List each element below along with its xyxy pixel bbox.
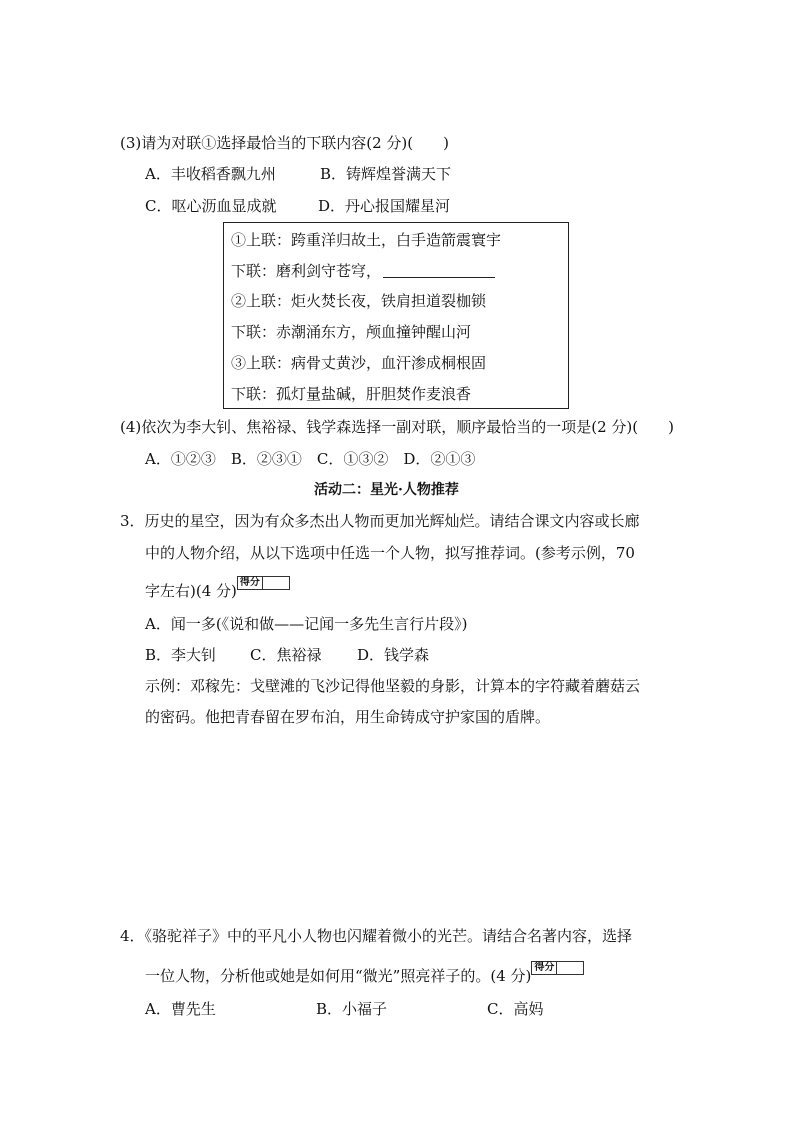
q4-line-2 bbox=[145, 961, 584, 986]
couplet-line-2 bbox=[231, 261, 495, 281]
q3-option-a: A．闻一多(《说和做——记闻一多先生言行片段》) bbox=[145, 615, 468, 633]
q3-part4-stem: (4)依次为李大钊、焦裕禄、钱学森选择一副对联，顺序最恰当的一项是(2 分)( ) bbox=[120, 418, 674, 436]
q3-score-cell bbox=[263, 577, 289, 589]
q3-option-b: B．李大钊 bbox=[145, 646, 217, 664]
couplet-line-5: ③上联：病骨丈黄沙，血汗渗成桐根固 bbox=[231, 354, 487, 372]
q4-line-2-text: 一位人物，分析他或她是如何用“微光”照亮祥子的。(4 分) bbox=[145, 967, 532, 985]
q3-example-line-2: 的密码。他把青春留在罗布泊，用生命铸成守护家国的盾牌。 bbox=[145, 708, 551, 726]
q3-part3-option-a: A．丰收稻香飘九州 bbox=[145, 165, 276, 183]
couplet-line-2-text: 下联：磨利剑守苍穹， bbox=[231, 262, 382, 280]
q3-example-line-1: 示例：邓稼先：戈壁滩的飞沙记得他坚毅的身影，计算本的字符藏着蘑菇云 bbox=[145, 677, 641, 695]
q3-part3-option-c: C．呕心沥血显成就 bbox=[145, 197, 277, 215]
q4-option-c: C．高妈 bbox=[487, 1000, 544, 1018]
couplet-line-1: ①上联：跨重洋归故土，白手造箭震寰宇 bbox=[231, 231, 502, 249]
q3-part4-options: A．①②③ B．②③① C．①③② D．②①③ bbox=[145, 450, 476, 468]
q4-option-a: A．曹先生 bbox=[145, 1000, 216, 1018]
couplet-line-3: ②上联：炬火焚长夜，铁肩担道裂枷锁 bbox=[231, 292, 487, 310]
q3-part3-option-b: B．铸辉煌誉满天下 bbox=[320, 165, 452, 183]
q3-line-2: 中的人物介绍，从以下选项中任选一个人物，拟写推荐词。(参考示例，70 bbox=[145, 544, 635, 562]
q3-part3-option-d: D．丹心报国耀星河 bbox=[318, 197, 451, 215]
q3-line-1: 3．历史的星空，因为有众多杰出人物而更加光辉灿烂。请结合课文内容或长廊 bbox=[120, 512, 640, 530]
q4-line-1: 4．《骆驼祥子》中的平凡小人物也闪耀着微小的光芒。请结合名著内容，选择 bbox=[120, 927, 633, 945]
q3-score-box bbox=[237, 576, 290, 590]
q3-option-d: D．钱学森 bbox=[357, 646, 430, 664]
couplet-line-4: 下联：赤潮涌东方，颅血撞钟醒山河 bbox=[231, 323, 472, 341]
q4-score-box bbox=[531, 961, 584, 975]
q3-part3-stem: (3)请为对联①选择最恰当的下联内容(2 分)( ) bbox=[120, 134, 449, 152]
couplet-line-6: 下联：孤灯量盐碱，肝胆焚作麦浪香 bbox=[231, 385, 472, 403]
q3-line-3 bbox=[145, 576, 290, 601]
answer-blank bbox=[383, 263, 495, 278]
activity2-title: 活动二：星光·人物推荐 bbox=[314, 482, 459, 498]
q4-score-label: 得分 bbox=[532, 962, 557, 974]
q3-score-label: 得分 bbox=[238, 577, 263, 589]
q4-option-b: B．小福子 bbox=[316, 1000, 388, 1018]
q3-line-3-text: 字左右)(4 分) bbox=[145, 582, 237, 600]
q4-score-cell bbox=[557, 962, 583, 974]
q3-option-c: C．焦裕禄 bbox=[250, 646, 322, 664]
couplet-box bbox=[223, 222, 569, 409]
